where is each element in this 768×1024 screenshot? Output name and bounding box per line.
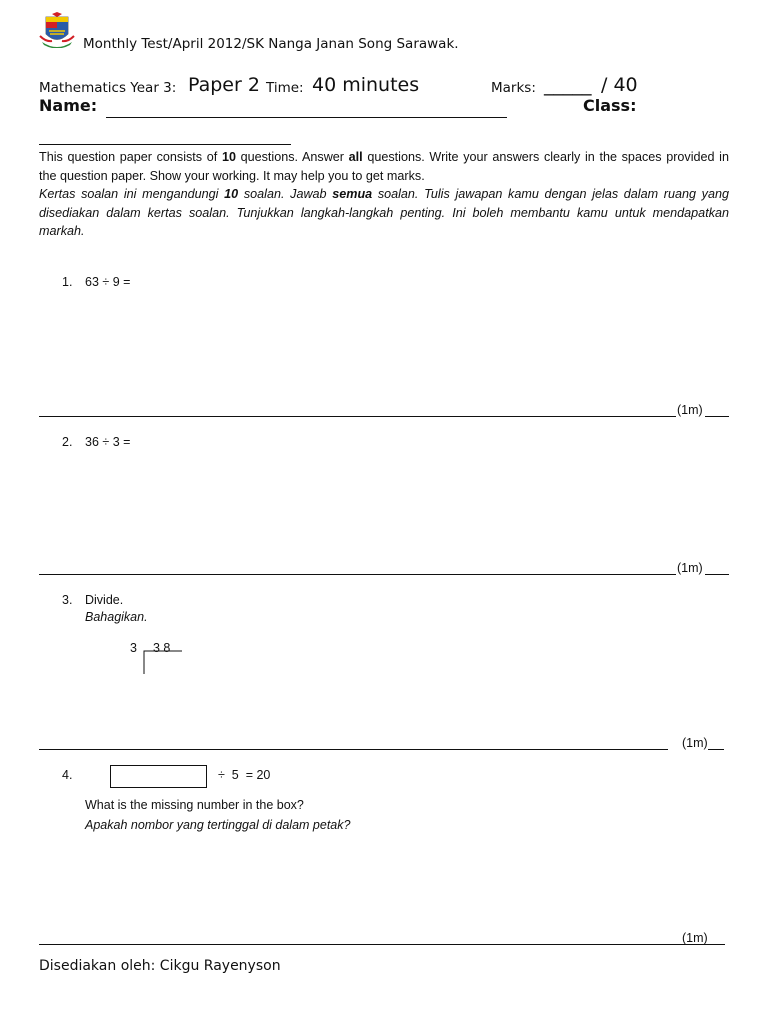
exam-info-row — [39, 70, 739, 96]
division-divisor: 3 — [130, 641, 137, 655]
question-1-text: 63 ÷ 9 = — [85, 275, 131, 289]
instructions-malay: Kertas soalan ini mengandungi 10 soalan. Jawab semua soalan. Tulis jawapan kamu dengan jelas dalam ruang yang disediakan dalam kertas soalan. Tunjukkan langkah-langkah penting. Ini boleh membantu kamu untuk mendapatkan markah. — [39, 187, 729, 238]
instructions-english: This question paper consists of 10 questions. Answer all questions. Write your answers clearly in the spaces provided in the question paper. Show your working. It may help you to get marks. — [39, 150, 729, 183]
question-1-marks: (1m) — [677, 403, 703, 417]
question-2-answer-line[interactable] — [39, 574, 676, 575]
question-3-number: 3. — [62, 593, 73, 607]
division-dividend: 3 8 — [153, 641, 171, 655]
question-3-marks: (1m) — [682, 736, 708, 750]
question-4-text-malay: Apakah nombor yang tertinggal di dalam petak? — [85, 818, 351, 832]
question-2-text: 36 ÷ 3 = — [85, 435, 131, 449]
paper-label: Paper 2 — [188, 74, 260, 96]
school-crest-logo — [38, 12, 76, 48]
question-1-answer-line[interactable] — [39, 416, 676, 417]
marks-label: Marks: — [491, 80, 536, 96]
question-2-marks: (1m) — [677, 561, 703, 575]
question-3-text-malay: Bahagikan. — [85, 610, 148, 624]
question-4-equation: ÷ 5 = 20 — [218, 768, 271, 782]
marks-total: / 40 — [601, 74, 638, 96]
question-1-number: 1. — [62, 275, 73, 289]
question-4-marks: (1m) — [682, 931, 708, 945]
name-label: Name: — [39, 96, 98, 115]
school-header-line: Monthly Test/April 2012/SK Nanga Janan Song Sarawak. — [83, 36, 459, 52]
question-3-marks-tail — [708, 749, 724, 750]
subject-label: Mathematics Year 3: — [39, 80, 177, 96]
question-2-marks-tail — [705, 574, 729, 575]
time-value: 40 minutes — [312, 74, 420, 96]
class-label: Class: — [583, 96, 637, 115]
question-1-marks-tail — [705, 416, 729, 417]
missing-number-box[interactable] — [110, 765, 207, 788]
long-division-bracket — [140, 648, 186, 678]
time-label: Time: — [266, 80, 304, 96]
marks-blank: _____ — [544, 74, 592, 96]
question-3-answer-line[interactable] — [39, 749, 668, 750]
question-2-number: 2. — [62, 435, 73, 449]
class-field-line[interactable] — [39, 144, 291, 145]
question-4-answer-line[interactable] — [39, 944, 725, 945]
question-4-text: What is the missing number in the box? — [85, 798, 304, 812]
question-4-number: 4. — [62, 768, 73, 782]
name-field-line[interactable] — [106, 117, 507, 118]
prepared-by: Disediakan oleh: Cikgu Rayenyson — [39, 958, 281, 974]
question-3-text: Divide. — [85, 593, 124, 607]
